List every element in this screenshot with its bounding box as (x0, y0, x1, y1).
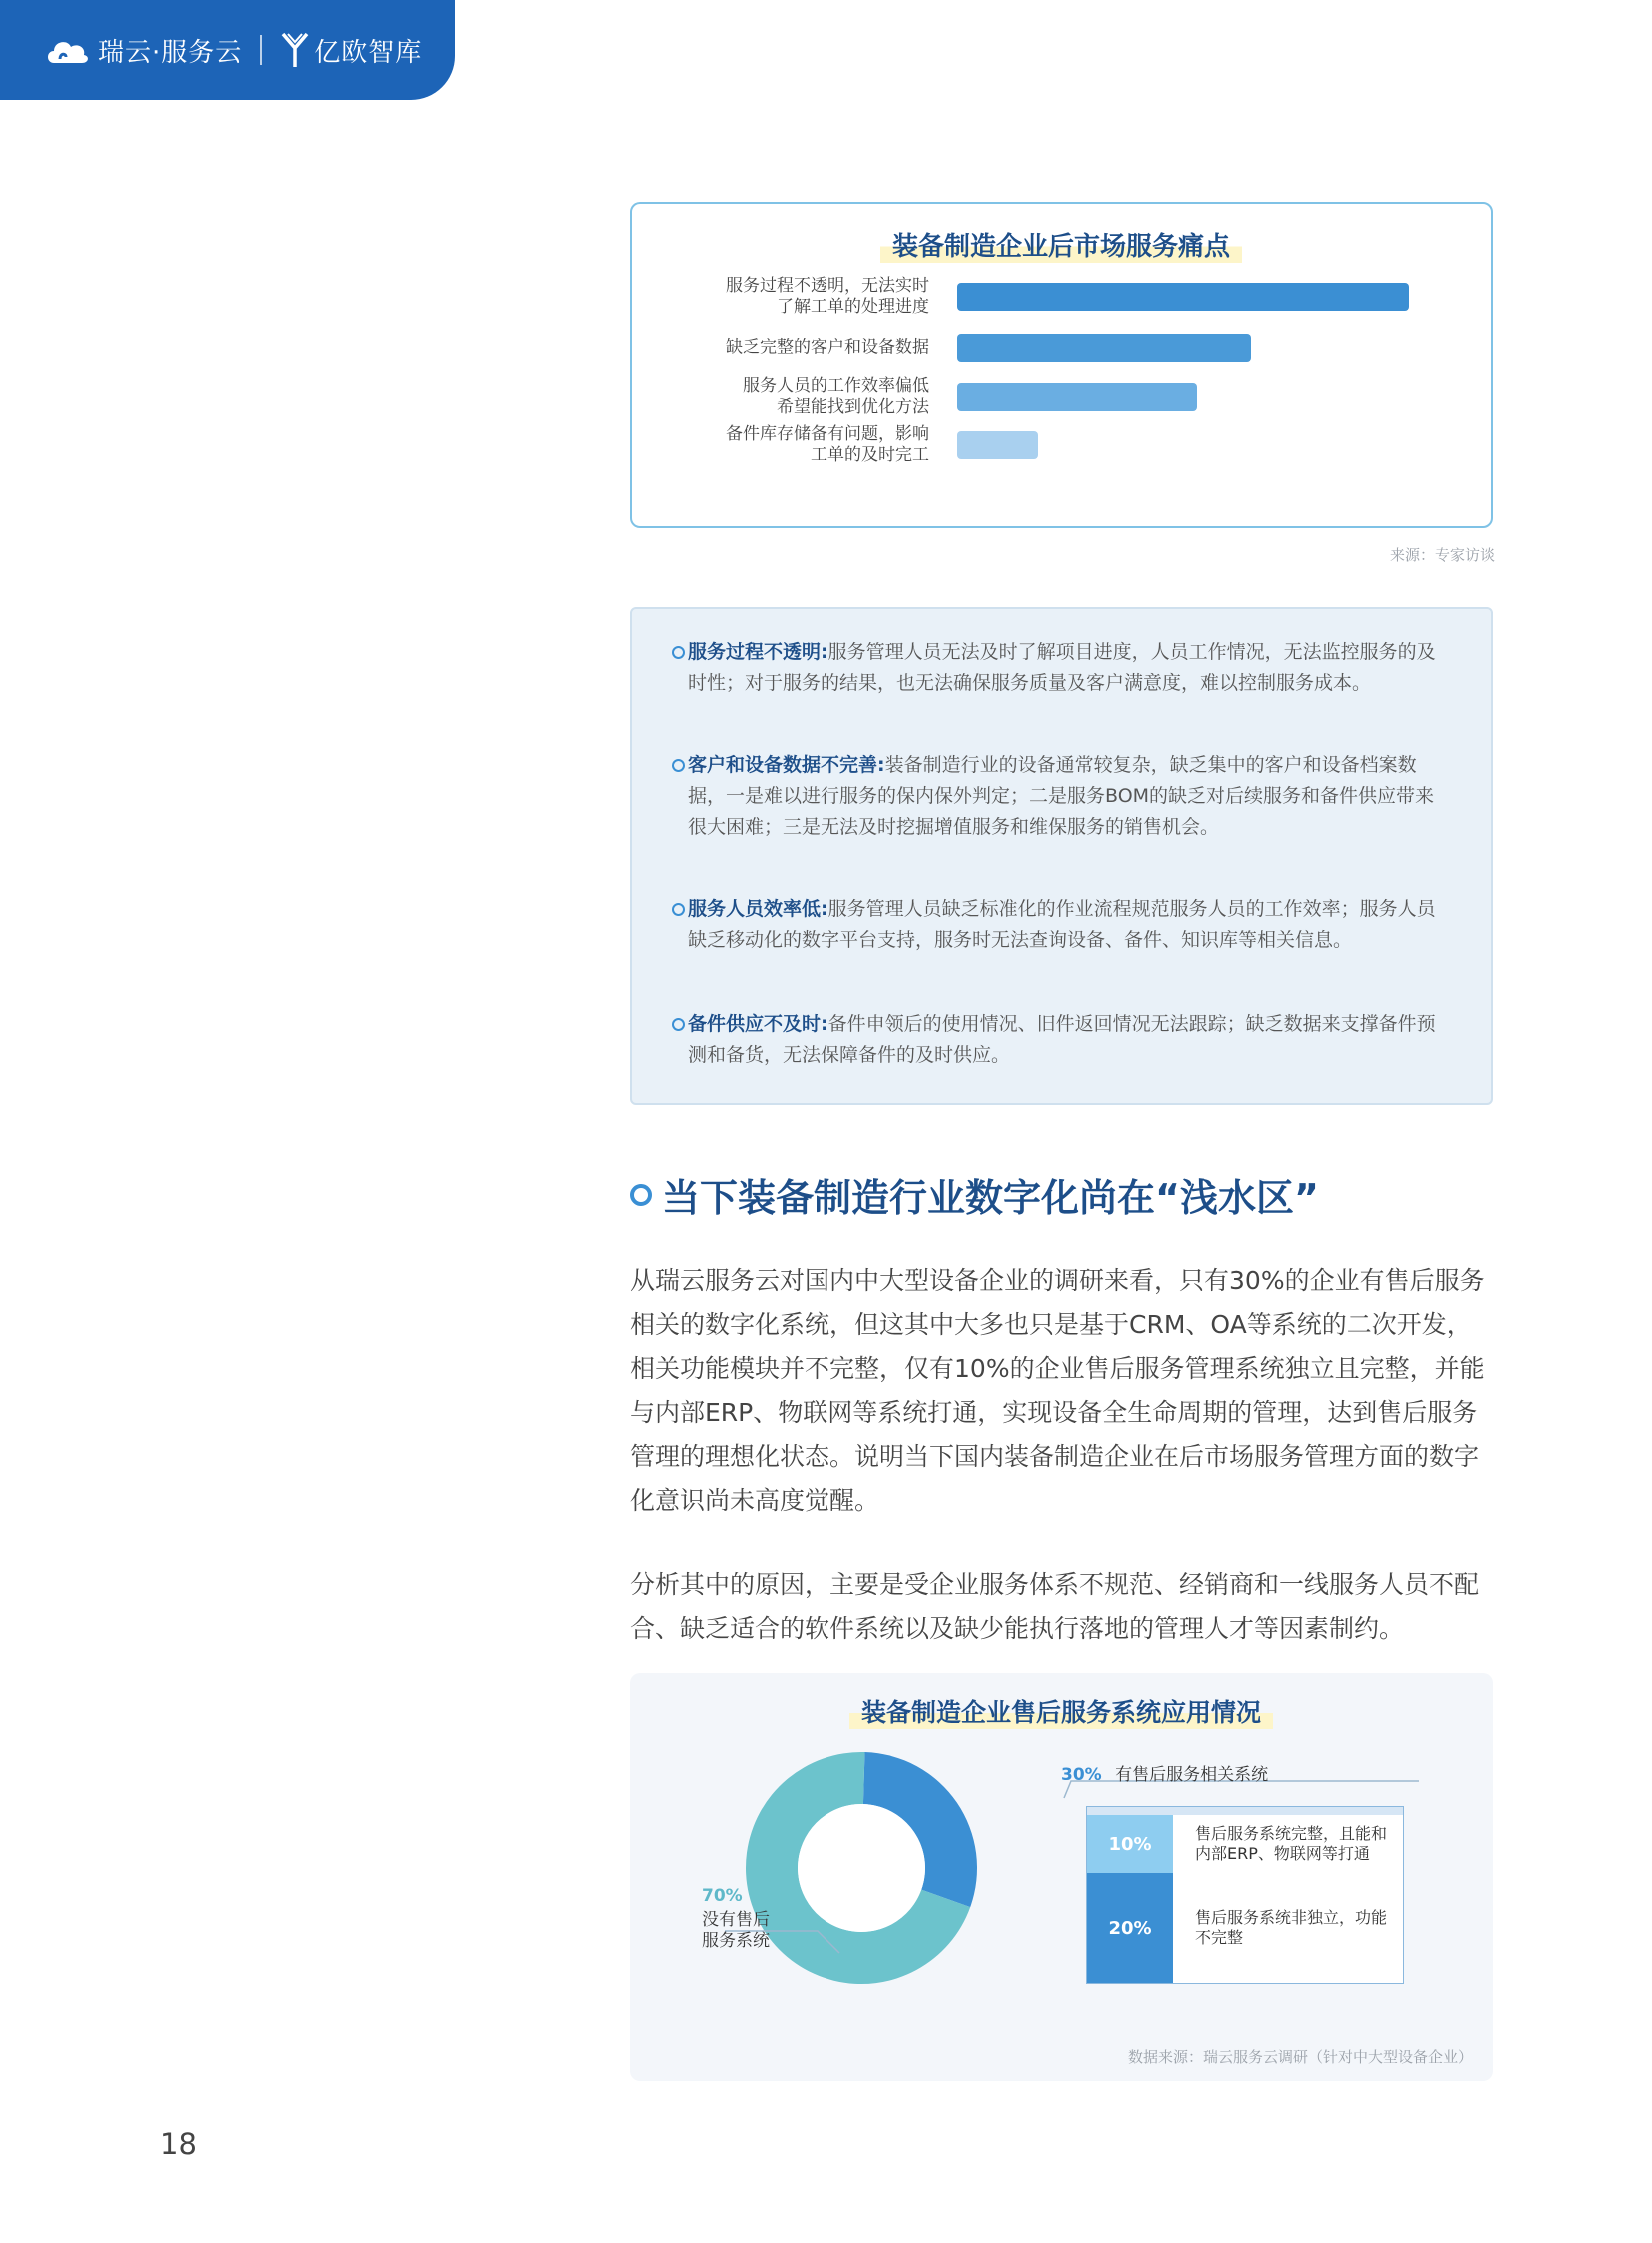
pain-point-title: 服务过程不透明: (688, 641, 828, 663)
pain-chart-source: 来源：专家访谈 (1389, 546, 1495, 564)
body-paragraph-1: 从瑞云服务云对国内中大型设备企业的调研来看，只有30%的企业有售后服务相关的数字化系统，但这其中大多也只是基于CRM、OA等系统的二次开发，相关功能模块并不完整，仅有10%的企业售后服务管理系统独立且完整，并能与内部ERP、物联网等系统打通，实现设备全生命周期的管理，达到售后服务管理的理想化状态。说明当下国内装备制造企业在后市场服务管理方面的数字化意识尚未高度觉醒。 (630, 1266, 1485, 1515)
slice-label-30 (1061, 1760, 1268, 1785)
breakdown-10-text: 售后服务系统完整，且能和内部ERP、物联网等打通 (1173, 1815, 1403, 1873)
pain-chart-title: 装备制造企业后市场服务痛点 (880, 226, 1242, 263)
slice-70-text: 没有售后 服务系统 (702, 1910, 770, 1951)
breakdown-row (1087, 1873, 1403, 1983)
bar-row (632, 422, 1491, 468)
bar-category-label: 缺乏完整的客户和设备数据 (726, 337, 929, 358)
breakdown-20-percent: 20% (1087, 1873, 1173, 1983)
system-usage-source: 数据来源：瑞云服务云调研（针对中大型设备企业） (1127, 2048, 1473, 2066)
pain-point-text: 服务管理人员无法及时了解项目进度，人员工作情况，无法监控服务的及时性；对于服务的结果，也无法确保服务质量及客户满意度，难以控制服务成本。 (688, 641, 1436, 694)
bar-category-label: 备件库存储备有问题，影响 工单的及时完工 (726, 424, 929, 465)
bar-row (632, 374, 1491, 420)
yiou-logo-icon (280, 31, 310, 69)
donut-hole (798, 1804, 925, 1932)
bar-mark (957, 431, 1038, 459)
pain-point-title: 服务人员效率低: (688, 898, 828, 920)
breakdown-20-text: 售后服务系统非独立，功能不完整 (1173, 1873, 1403, 1983)
brand-name-yiou: 亿欧智库 (314, 37, 423, 68)
bullet-ring-icon (672, 1018, 685, 1031)
pain-point-text: 服务管理人员缺乏标准化的作业流程规范服务人员的工作效率；服务人员缺乏移动化的数字平台支持，服务时无法查询设备、备件、知识库等相关信息。 (688, 898, 1436, 951)
slice-label-70 (702, 1886, 770, 1952)
brand-divider (260, 35, 262, 65)
bullet-ring-icon (672, 759, 685, 772)
bar-mark (957, 383, 1197, 411)
pain-point-title: 备件供应不及时: (688, 1013, 828, 1035)
bar-category-label: 服务过程不透明，无法实时 了解工单的处理进度 (726, 276, 929, 317)
cloud-logo-icon (44, 33, 90, 67)
pain-chart-card (630, 202, 1493, 528)
section-heading-text: 当下装备制造行业数字化尚在“浅水区” (662, 1176, 1319, 1220)
page-number: 18 (160, 2127, 197, 2161)
bullet-ring-icon (672, 646, 685, 659)
pain-point-text: 备件申领后的使用情况、旧件返回情况无法跟踪；缺乏数据来支撑备件预测和备货，无法保障备件的及时供应。 (688, 1013, 1436, 1066)
pain-point-item (688, 750, 1437, 843)
bar-mark (957, 334, 1251, 362)
slice-70-percent: 70% (702, 1886, 743, 1906)
slice-30-text: 有售后服务相关系统 (1115, 1765, 1269, 1785)
brand-name-ruiyun: 瑞云·服务云 (98, 37, 243, 68)
pain-points-box (630, 607, 1493, 1105)
pain-point-item (688, 1009, 1437, 1071)
system-usage-chart-title: 装备制造企业售后服务系统应用情况 (849, 1693, 1273, 1729)
heading-ring-icon (630, 1184, 652, 1206)
system-usage-chart-card (630, 1673, 1493, 2081)
pain-point-title: 客户和设备数据不完善: (688, 754, 885, 776)
breakdown-10-percent: 10% (1087, 1815, 1173, 1873)
breakdown-table (1086, 1806, 1404, 1984)
bar-row (632, 274, 1491, 320)
pain-point-item (688, 637, 1437, 699)
bar-row (632, 325, 1491, 371)
breakdown-row (1087, 1815, 1403, 1873)
section-heading (630, 1167, 1319, 1222)
pain-point-text: 装备制造行业的设备通常较复杂，缺乏集中的客户和设备档案数据，一是难以进行服务的保内保外判定；二是服务BOM的缺乏对后续服务和备件供应带来很大困难；三是无法及时挖掘增值服务和维保服务的销售机会。 (688, 754, 1435, 838)
brand-header (0, 0, 455, 100)
pain-point-item (688, 894, 1437, 956)
bar-mark (957, 283, 1409, 311)
slice-30-percent: 30% (1061, 1765, 1102, 1785)
bullet-ring-icon (672, 903, 685, 916)
body-paragraph-2: 分析其中的原因，主要是受企业服务体系不规范、经销商和一线服务人员不配合、缺乏适合的软件系统以及缺少能执行落地的管理人才等因素制约。 (630, 1570, 1480, 1643)
bar-category-label: 服务人员的工作效率偏低 希望能找到优化方法 (743, 376, 929, 417)
